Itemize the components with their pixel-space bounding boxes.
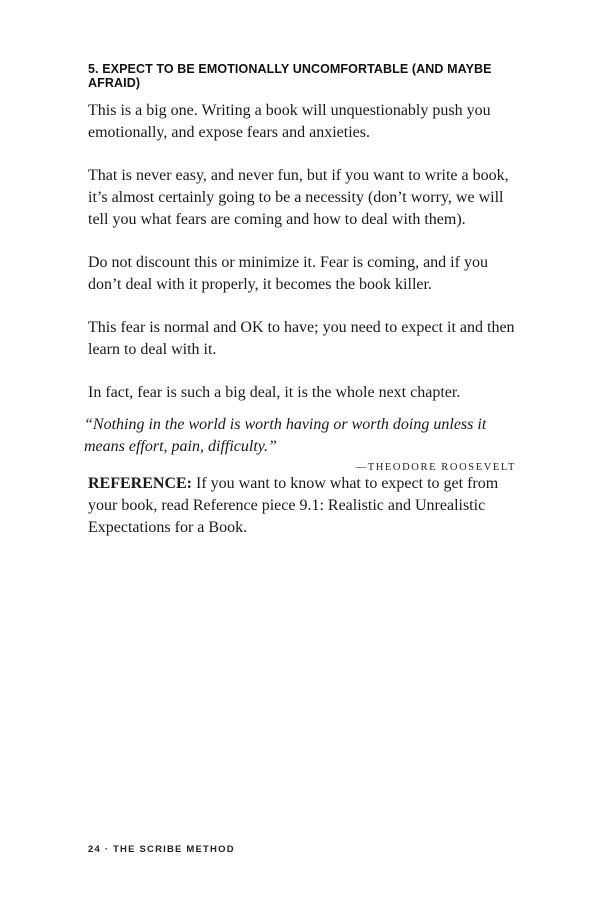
page-number: 24 xyxy=(88,844,101,855)
pull-quote xyxy=(84,414,516,473)
paragraph-1: This is a big one. Writing a book will unquestionably push you emotionally, and expose fears and anxieties. xyxy=(88,102,491,141)
page-footer xyxy=(88,844,235,855)
paragraph-5: In fact, fear is such a big deal, it is the whole next chapter. xyxy=(88,384,461,401)
footer-separator: · xyxy=(104,844,110,855)
book-title: THE SCRIBE METHOD xyxy=(113,844,235,855)
quote-attribution: —THEODORE ROOSEVELT xyxy=(355,462,516,473)
section-heading: 5. EXPECT TO BE EMOTIONALLY UNCOMFORTABLE (AND MAYBE AFRAID) xyxy=(88,62,492,90)
paragraph-2: That is never easy, and never fun, but if you want to write a book, it’s almost certainly going to be a necessity (don’t worry, we will tell you what fears are coming and how to deal with them). xyxy=(88,167,509,228)
quote-text: “Nothing in the world is worth having or worth doing unless it means effort, pain, difficulty.” xyxy=(84,416,487,455)
paragraph-4: This fear is normal and OK to have; you need to expect it and then learn to deal with it. xyxy=(88,319,515,358)
paragraph-3: Do not discount this or minimize it. Fear is coming, and if you don’t deal with it properly, it becomes the book killer. xyxy=(88,254,488,293)
page-content xyxy=(84,62,516,560)
reference-label: REFERENCE: xyxy=(88,475,193,492)
reference-text: If you want to know what to expect to get from your book, read Reference piece 9.1: Realistic and Unrealistic Expectations for a Book. xyxy=(88,475,499,536)
reference-note xyxy=(88,473,516,539)
